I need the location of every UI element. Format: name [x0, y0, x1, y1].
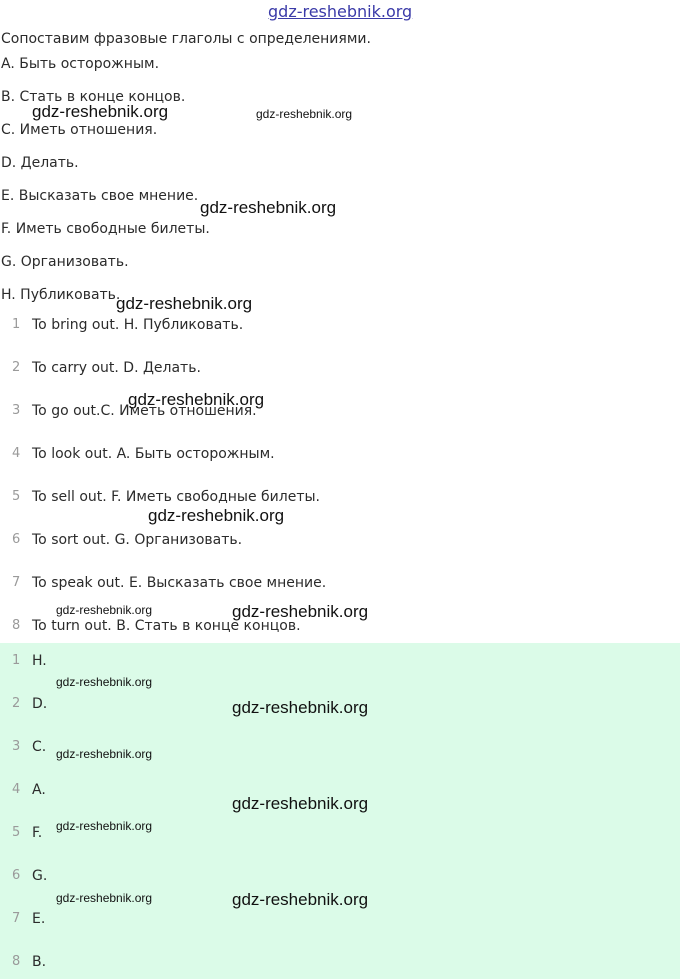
answer-text: B.	[32, 954, 47, 970]
watermark: gdz-reshebnik.org	[32, 102, 169, 121]
watermark: gdz-reshebnik.org	[56, 675, 153, 689]
definition-e: E. Высказать свое мнение.	[1, 188, 199, 204]
definition-h: H. Публиковать.	[1, 287, 121, 303]
match-text: To bring out. H. Публиковать.	[32, 317, 244, 333]
answer-text: E.	[32, 911, 46, 927]
watermark: gdz-reshebnik.org	[232, 602, 369, 621]
match-text: To go out.C. Иметь отношения.	[32, 403, 257, 419]
definition-g: G. Организовать.	[1, 254, 129, 270]
watermark: gdz-reshebnik.org	[128, 390, 265, 409]
answer-number: 2	[12, 696, 21, 711]
definition-c: C. Иметь отношения.	[1, 122, 158, 138]
match-number: 4	[12, 446, 21, 461]
watermark: gdz-reshebnik.org	[116, 294, 253, 313]
match-text: To look out. A. Быть осторожным.	[32, 446, 275, 462]
watermark: gdz-reshebnik.org	[232, 698, 369, 717]
answer-text: F.	[32, 825, 43, 841]
answer-text: D.	[32, 696, 48, 712]
watermark: gdz-reshebnik.org	[56, 603, 153, 617]
match-number: 7	[12, 575, 21, 590]
watermark: gdz-reshebnik.org	[56, 747, 153, 761]
definition-a: A. Быть осторожным.	[1, 56, 160, 72]
watermark: gdz-reshebnik.org	[256, 107, 353, 121]
answer-number: 8	[12, 954, 21, 969]
watermark: gdz-reshebnik.org	[232, 794, 369, 813]
answer-text: H.	[32, 653, 47, 669]
match-text: To sort out. G. Организовать.	[32, 532, 243, 548]
definition-f: F. Иметь свободные билеты.	[1, 221, 210, 237]
match-number: 2	[12, 360, 21, 375]
watermark: gdz-reshebnik.org	[56, 819, 153, 833]
match-number: 8	[12, 618, 21, 633]
match-text: To speak out. E. Высказать свое мнение.	[32, 575, 327, 591]
answer-number: 3	[12, 739, 21, 754]
page-title: Сопоставим фразовые глаголы с определениями.	[1, 31, 371, 47]
answer-number: 7	[12, 911, 21, 926]
match-text: To turn out. B. Стать в конце концов.	[32, 618, 301, 634]
match-number: 6	[12, 532, 21, 547]
answer-number: 6	[12, 868, 21, 883]
watermark: gdz-reshebnik.org	[56, 891, 153, 905]
answer-number: 1	[12, 653, 21, 668]
answer-text: A.	[32, 782, 46, 798]
match-number: 5	[12, 489, 21, 504]
match-number: 1	[12, 317, 21, 332]
match-number: 3	[12, 403, 21, 418]
watermark: gdz-reshebnik.org	[200, 198, 337, 217]
watermark-top-link[interactable]: gdz-reshebnik.org	[268, 2, 413, 21]
definition-b: B. Стать в конце концов.	[1, 89, 186, 105]
match-text: To sell out. F. Иметь свободные билеты.	[32, 489, 320, 505]
answer-number: 4	[12, 782, 21, 797]
answer-text: C.	[32, 739, 47, 755]
definition-d: D. Делать.	[1, 155, 79, 171]
watermark: gdz-reshebnik.org	[232, 890, 369, 909]
match-text: To carry out. D. Делать.	[32, 360, 201, 376]
answer-number: 5	[12, 825, 21, 840]
answer-text: G.	[32, 868, 48, 884]
watermark: gdz-reshebnik.org	[148, 506, 285, 525]
